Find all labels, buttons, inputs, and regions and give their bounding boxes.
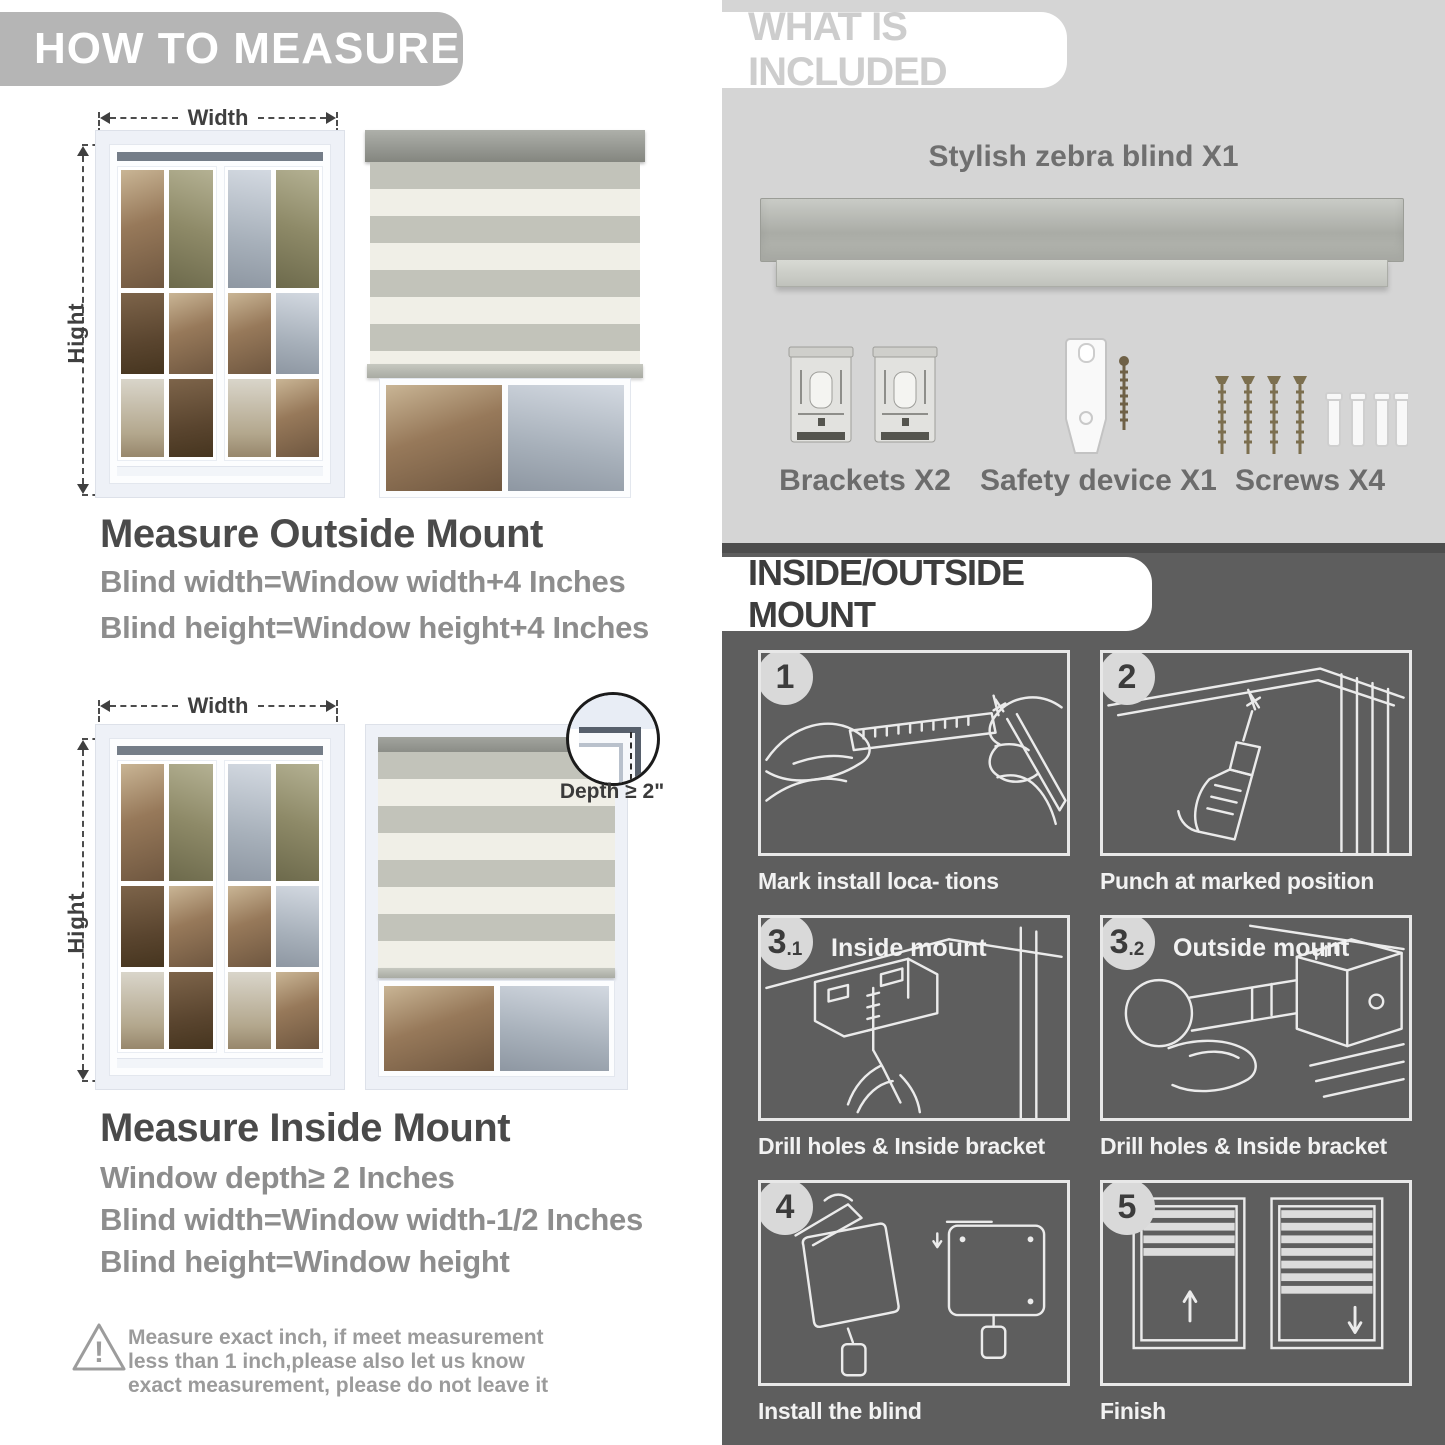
depth-magnifier-detail bbox=[566, 692, 660, 786]
arrow-left-icon bbox=[100, 700, 110, 712]
inside-rule-width: Blind width=Window width-1/2 Inches bbox=[100, 1202, 643, 1237]
height-label: Hight bbox=[63, 302, 89, 364]
arrow-up-icon bbox=[77, 146, 89, 156]
arrow-down-icon bbox=[77, 1070, 89, 1080]
inside-outside-mount-title: INSIDE/OUTSIDE MOUNT bbox=[748, 552, 1025, 635]
depth-dashed-line bbox=[630, 732, 632, 780]
window-door bbox=[224, 760, 324, 1053]
blind-headrail-image bbox=[760, 198, 1404, 262]
window-photo-inside bbox=[95, 724, 345, 1090]
what-is-included-header bbox=[722, 5, 1067, 94]
brackets-label: Brackets X2 bbox=[779, 464, 951, 497]
step-panel-4 bbox=[758, 1180, 1070, 1386]
blind-underrail-image bbox=[776, 260, 1388, 287]
window-door bbox=[117, 166, 217, 461]
depth-label: Depth ≥ 2" bbox=[559, 780, 665, 803]
zebra-blind-outside-photo bbox=[365, 130, 645, 498]
safety-device-label: Safety device X1 bbox=[980, 464, 1217, 497]
warning-exclamation: ! bbox=[94, 1336, 104, 1369]
how-to-measure-header bbox=[0, 12, 463, 86]
window-door bbox=[224, 166, 324, 461]
height-measure-inside bbox=[63, 740, 90, 1080]
height-label: Hight bbox=[63, 892, 89, 954]
width-label: Width bbox=[187, 693, 249, 718]
arrow-right-icon bbox=[326, 700, 336, 712]
step-caption-1: Mark install loca- tions bbox=[758, 868, 999, 894]
window-below-blind bbox=[378, 980, 615, 1077]
blind-bottom-rail bbox=[367, 364, 643, 378]
warning-text: Measure exact inch, if meet measurement less than 1 inch,please also let us know exact measurement, please do not leave it bbox=[128, 1326, 549, 1397]
how-to-measure-title: HOW TO MEASURE bbox=[34, 24, 461, 73]
step-badge: 5 bbox=[1100, 1180, 1155, 1235]
height-measure-outside bbox=[63, 146, 90, 494]
arrow-up-icon bbox=[77, 740, 89, 750]
arrow-down-icon bbox=[77, 484, 89, 494]
blind-stripes bbox=[370, 162, 640, 364]
window-top-rail bbox=[117, 152, 323, 161]
warning-triangle-icon bbox=[70, 1320, 128, 1374]
arrow-left-icon bbox=[100, 112, 110, 124]
step-caption-5: Finish bbox=[1100, 1398, 1166, 1424]
measure-outside-heading: Measure Outside Mount bbox=[100, 512, 543, 556]
step-badge: 1 bbox=[758, 650, 813, 705]
window-door bbox=[117, 760, 217, 1053]
step-caption-3-1: Drill holes & Inside bracket bbox=[758, 1133, 1045, 1159]
screws-image bbox=[1212, 368, 1408, 473]
width-measure-outside bbox=[98, 105, 338, 130]
blind-headrail bbox=[365, 130, 645, 162]
step-badge: 3 .1 bbox=[758, 915, 813, 970]
what-is-included-title: WHAT IS INCLUDED bbox=[748, 5, 947, 94]
screws-label: Screws X4 bbox=[1234, 464, 1386, 497]
outside-rule-height: Blind height=Window height+4 Inches bbox=[100, 610, 649, 645]
step-caption-3-2: Drill holes & Inside bracket bbox=[1100, 1133, 1387, 1159]
arrow-right-icon bbox=[326, 112, 336, 124]
width-label: Width bbox=[187, 105, 249, 130]
brackets-image bbox=[788, 344, 938, 461]
inside-rule-depth: Window depth≥ 2 Inches bbox=[100, 1160, 455, 1195]
measure-inside-heading: Measure Inside Mount bbox=[100, 1106, 511, 1150]
step-badge: 2 bbox=[1100, 650, 1155, 705]
outside-rule-width: Blind width=Window width+4 Inches bbox=[100, 564, 626, 599]
outside-mount-label: Outside mount bbox=[1173, 934, 1350, 962]
blind-bottom-rail bbox=[378, 968, 615, 978]
inside-outside-mount-header bbox=[722, 552, 1152, 635]
safety-device-image bbox=[1042, 336, 1142, 463]
width-measure-inside bbox=[98, 693, 338, 718]
step-badge: 4 bbox=[758, 1180, 813, 1235]
inside-rule-height: Blind height=Window height bbox=[100, 1244, 510, 1279]
inside-mount-label: Inside mount bbox=[831, 934, 987, 962]
step-panel-5 bbox=[1100, 1180, 1412, 1386]
product-label: Stylish zebra blind X1 bbox=[928, 140, 1239, 173]
step-panel-2 bbox=[1100, 650, 1412, 856]
step-panel-3-1 bbox=[758, 915, 1070, 1121]
step-panel-1 bbox=[758, 650, 1070, 856]
step-badge: 3 .2 bbox=[1100, 915, 1155, 970]
window-below-blind bbox=[379, 378, 631, 498]
step-caption-4: Install the blind bbox=[758, 1398, 922, 1424]
window-photo-outside bbox=[95, 130, 345, 498]
step-panel-3-2 bbox=[1100, 915, 1412, 1121]
step-caption-2: Punch at marked position bbox=[1100, 868, 1374, 894]
